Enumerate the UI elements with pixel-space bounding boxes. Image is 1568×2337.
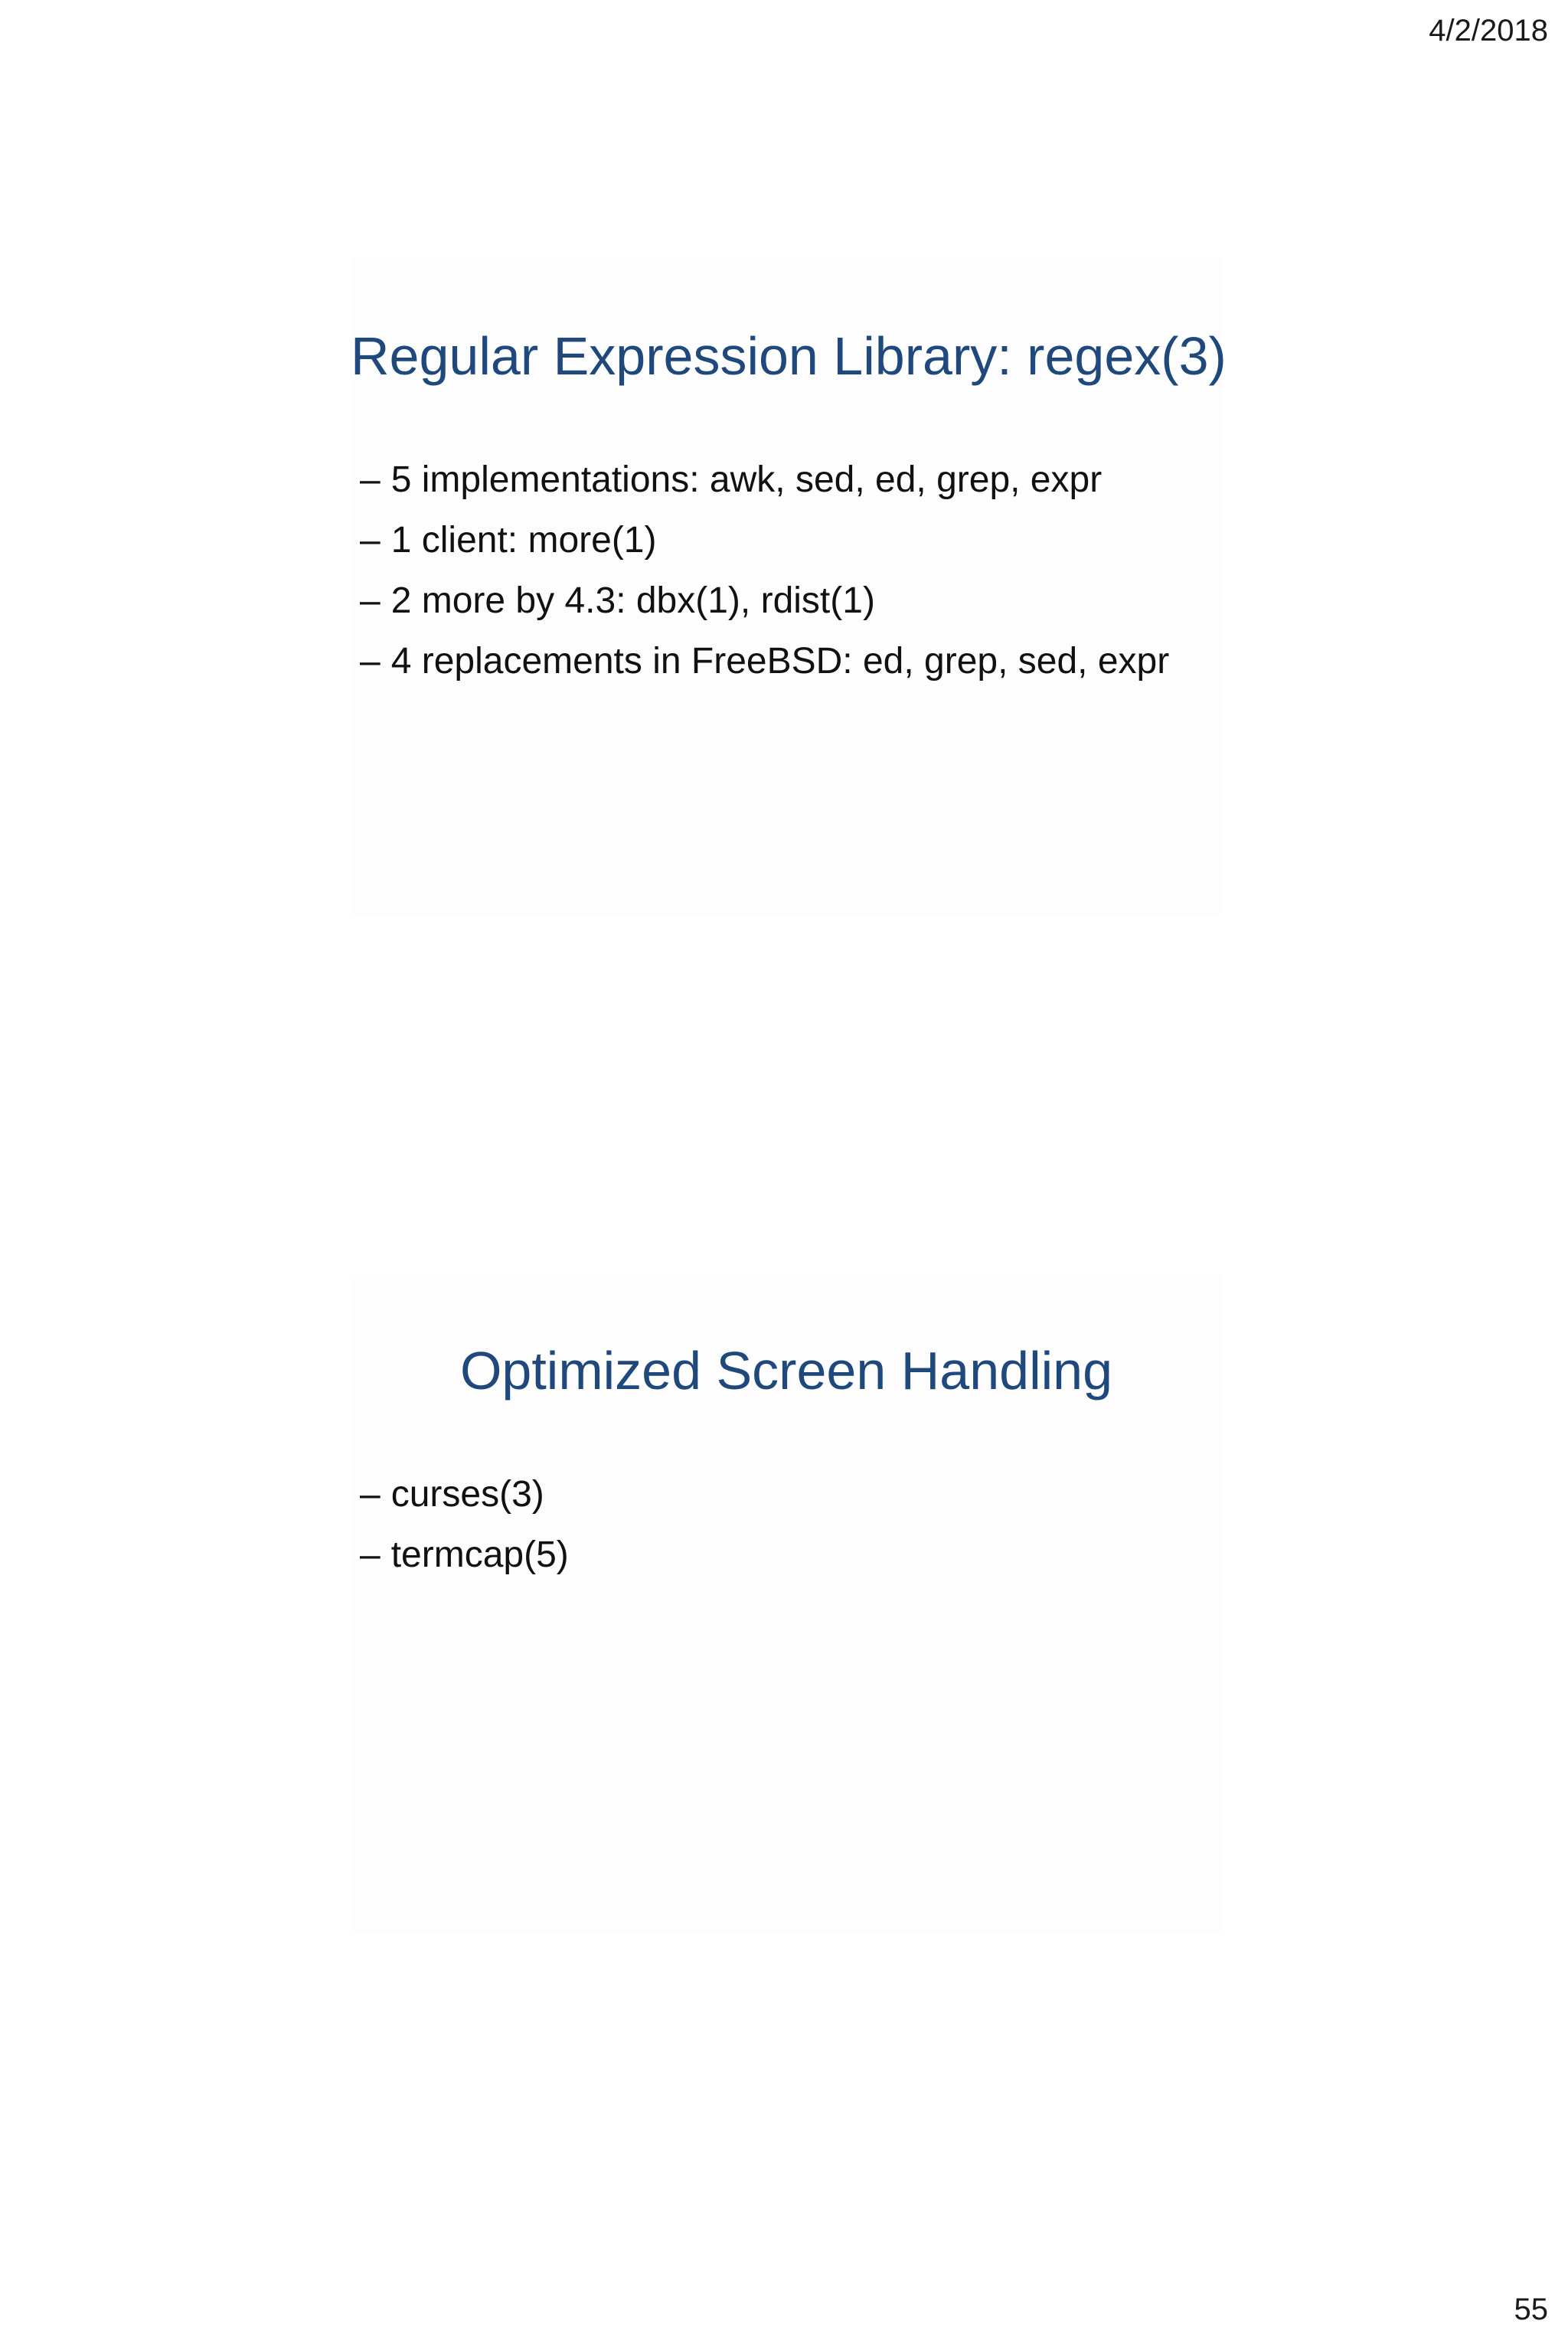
slide-title: Regular Expression Library: regex(3)	[351, 326, 1227, 386]
slide-regex	[351, 257, 1227, 915]
bullet-text: 5 implementations: awk, sed, ed, grep, expr	[390, 459, 1102, 500]
bullet-item	[360, 1464, 569, 1525]
page-number: 55	[1514, 2293, 1548, 2326]
bullet-item	[360, 510, 1169, 570]
bullet-item	[360, 1525, 569, 1585]
bullet-item	[360, 570, 1169, 631]
bullet-list	[360, 449, 1169, 691]
bullet-text: termcap(5)	[390, 1535, 569, 1575]
dash-bullet-icon: –	[360, 1474, 381, 1515]
bullet-text: curses(3)	[390, 1474, 544, 1515]
dash-bullet-icon: –	[360, 641, 381, 681]
dash-bullet-icon: –	[360, 1535, 381, 1575]
bullet-text: 2 more by 4.3: dbx(1), rdist(1)	[390, 580, 875, 621]
bullet-text: 1 client: more(1)	[390, 520, 657, 561]
header-date: 4/2/2018	[1429, 14, 1548, 47]
bullet-list	[360, 1464, 569, 1585]
dash-bullet-icon: –	[360, 459, 381, 500]
dash-bullet-icon: –	[360, 520, 381, 561]
bullet-item	[360, 631, 1169, 691]
bullet-text: 4 replacements in FreeBSD: ed, grep, sed, expr	[390, 641, 1170, 681]
slide-title: Optimized Screen Handling	[459, 1341, 1113, 1401]
dash-bullet-icon: –	[360, 580, 381, 621]
slide-screen-handling	[351, 1275, 1222, 1933]
bullet-item	[360, 449, 1169, 510]
